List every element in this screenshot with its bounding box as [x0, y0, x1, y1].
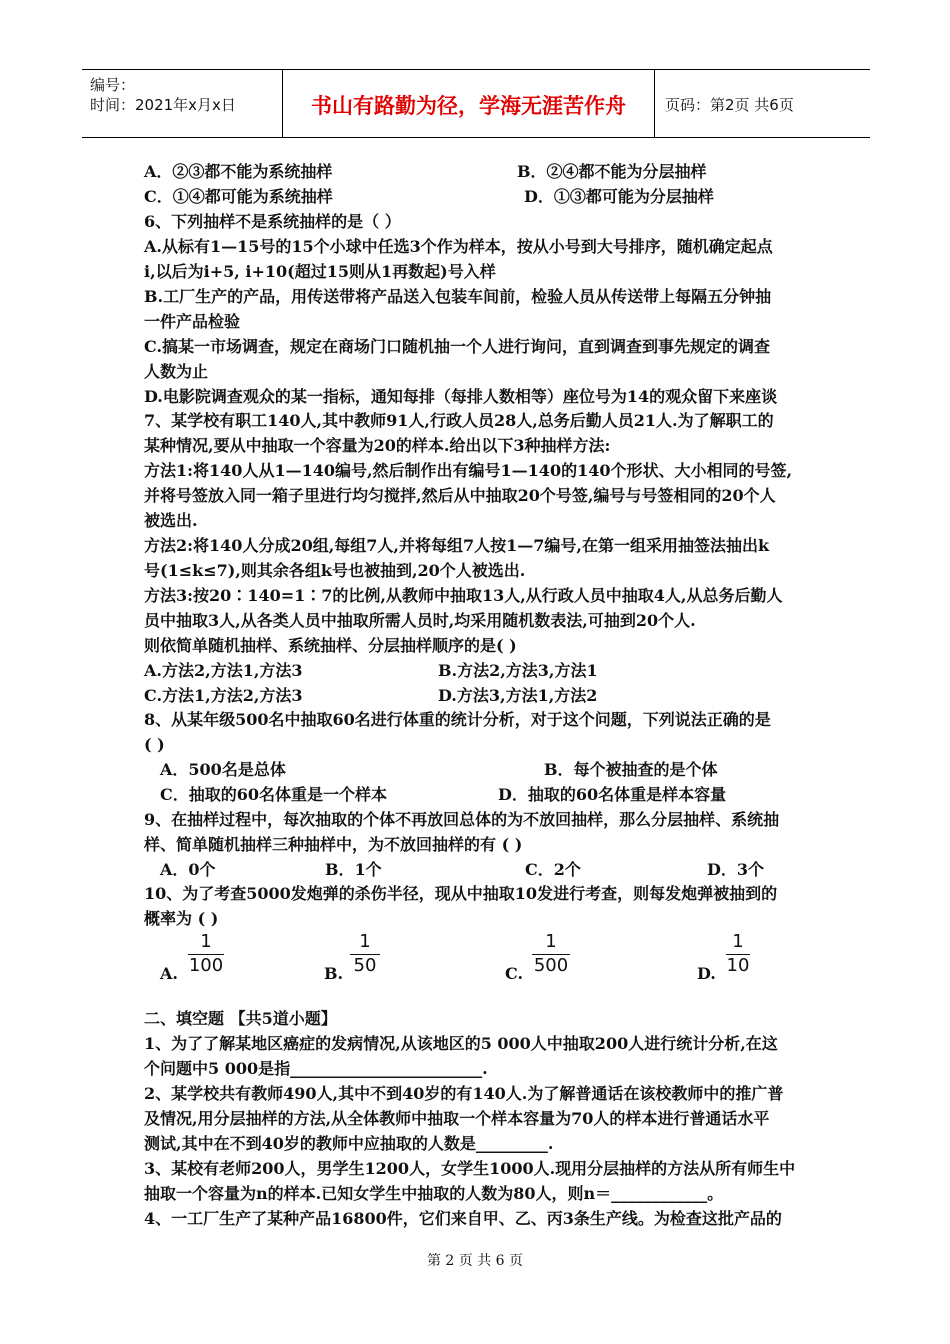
- q8-line1: 8、从某年级500名中抽取60名进行体重的统计分析，对于这个问题，下列说法正确的是: [144, 710, 771, 729]
- q10-option-d-fraction: [726, 932, 750, 976]
- header-page-cell: [655, 70, 870, 137]
- q6-option-c-line2: 人数为止: [144, 362, 209, 381]
- q6-option-a-line1: A.从标有1—15号的15个小球中任选3个作为样本，按从小号到大号排序，随机确定起点: [144, 237, 773, 256]
- q8-line2: ( ): [144, 735, 165, 754]
- q9-line1: 9、在抽样过程中，每次抽取的个体不再放回总体的为不放回抽样，那么分层抽样、系统抽: [144, 810, 780, 829]
- fill-q2-line2: 及情况,用分层抽样的方法,从全体教师中抽取一个样本容量为70人的样本进行普通话水平: [144, 1109, 770, 1128]
- q10-option-d-label: D.: [697, 964, 716, 983]
- header-meta-cell: [82, 70, 283, 137]
- fill-q4-line1: 4、一工厂生产了某种产品16800件，它们来自甲、乙、丙3条生产线。为检查这批产品的: [144, 1209, 782, 1228]
- q7-method1-line2: 并将号签放入同一箱子里进行均匀搅拌,然后从中抽取20个号签,编号与号签相同的20个人: [144, 486, 776, 505]
- q8-option-b: B．每个被抽查的是个体: [544, 760, 718, 779]
- fraction-denominator: 100: [188, 955, 224, 976]
- q8-option-a: A．500名是总体: [160, 760, 286, 779]
- q10-line1: 10、为了考查5000发炮弹的杀伤半径，现从中抽取10发进行考查，则每发炮弹被抽到的: [144, 884, 778, 903]
- fill-q2-line1: 2、某学校共有教师490人,其中不到40岁的有140人.为了解普通话在该校教师中的推广普: [144, 1084, 784, 1103]
- q9-line2: 样、简单随机抽样三种抽样中，为不放回抽样的有 ( ): [144, 835, 523, 854]
- q7-method2-line1: 方法2:将140人分成20组,每组7人,并将每组7人按1—7编号,在第一组采用抽签法抽出k: [144, 536, 770, 555]
- q10-option-a-label: A.: [160, 964, 178, 983]
- section-fill-title: 二、填空题 【共5道小题】: [144, 1009, 337, 1028]
- q6-option-b-line1: B.工厂生产的产品，用传送带将产品送入包装车间前，检验人员从传送带上每隔五分钟抽: [144, 287, 772, 306]
- q9-option-a: A．0个: [160, 860, 216, 879]
- q8-option-c: C．抽取的60名体重是一个样本: [160, 785, 388, 804]
- fill-q3-line1: 3、某校有老师200人，男学生1200人，女学生1000人.现用分层抽样的方法从所有师生中: [144, 1159, 796, 1178]
- q7-line1: 7、某学校有职工140人,其中教师91人,行政人员28人,总务后勤人员21人.为了解职工的: [144, 411, 774, 430]
- q5-option-d: D．①③都可能为分层抽样: [524, 187, 714, 206]
- header-motto-cell: [283, 70, 655, 137]
- page-number-label: 页码：第2页 共6页: [665, 96, 794, 114]
- fraction-denominator: 50: [353, 955, 377, 976]
- page-header: [82, 69, 870, 138]
- q7-option-c: C.方法1,方法2,方法3: [144, 686, 303, 705]
- fill-q1-line1: 1、为了了解某地区癌症的发病情况,从该地区的5 000人中抽取200人进行统计分析,在这: [144, 1034, 778, 1053]
- q7-option-b: B.方法2,方法3,方法1: [438, 661, 598, 680]
- fraction-denominator: 10: [726, 955, 750, 976]
- motto: 书山有路勤为径，学海无涯苦作舟: [311, 94, 626, 118]
- q9-option-b: B．1个: [325, 860, 382, 879]
- q5-option-c: C．①④都可能为系统抽样: [144, 187, 333, 206]
- q10-option-b-fraction: [350, 932, 380, 976]
- q7-option-a: A.方法2,方法1,方法3: [144, 661, 303, 680]
- fraction-denominator: 500: [533, 955, 569, 976]
- fraction-numerator: 1: [732, 931, 744, 952]
- q5-option-a: A．②③都不能为系统抽样: [144, 162, 333, 181]
- q10-option-a-fraction: [188, 932, 224, 976]
- fraction-numerator: 1: [359, 931, 371, 952]
- q10-option-c-fraction: [532, 932, 570, 976]
- q6-option-b-line2: 一件产品检验: [144, 312, 241, 331]
- q10-option-c-label: C.: [505, 964, 524, 983]
- q6-stem: 6、下列抽样不是系统抽样的是（ ）: [144, 212, 401, 231]
- q10-option-b-label: B.: [324, 964, 344, 983]
- fill-q1-line2: 个问题中5 000是指________________________.: [144, 1059, 488, 1078]
- q7-line2: 某种情况,要从中抽取一个容量为20的样本.给出以下3种抽样方法:: [144, 436, 611, 455]
- fill-q2-line3: 测试,其中在不到40岁的教师中应抽取的人数是_________.: [144, 1134, 554, 1153]
- q5-option-b: B．②④都不能为分层抽样: [517, 162, 707, 181]
- time-label: 时间：2021年x月x日: [90, 96, 236, 114]
- q7-method3-line2: 员中抽取3人,从各类人员中抽取所需人员时,均采用随机数表法,可抽到20个人.: [144, 611, 696, 630]
- fraction-numerator: 1: [200, 931, 212, 952]
- q9-option-c: C．2个: [525, 860, 581, 879]
- q10-line2: 概率为 ( ): [144, 909, 219, 928]
- q7-method1-line1: 方法1:将140人从1—140编号,然后制作出有编号1—140的140个形状、大小相同的号签,: [144, 461, 793, 480]
- fill-q3-line2: 抽取一个容量为n的样本.已知女学生中抽取的人数为80人，则n＝____________。: [144, 1184, 724, 1203]
- page-footer: 第 2 页 共 6 页: [426, 1253, 524, 1269]
- q7-method1-line3: 被选出.: [144, 511, 198, 530]
- q6-option-d: D.电影院调查观众的某一指标，通知每排（每排人数相等）座位号为14的观众留下来座谈: [144, 387, 778, 406]
- q8-option-d: D．抽取的60名体重是样本容量: [498, 785, 727, 804]
- q7-method3-line1: 方法3:按20∶140=1∶7的比例,从教师中抽取13人,从行政人员中抽取4人,从总务后勤人: [144, 586, 783, 605]
- q7-method2-line2: 号(1≤k≤7),则其余各组k号也被抽到,20个人被选出.: [144, 561, 526, 580]
- q6-option-c-line1: C.搞某一市场调查，规定在商场门口随机抽一个人进行询问，直到调查到事先规定的调查: [144, 337, 771, 356]
- q6-option-a-line2: i,以后为i+5, i+10(超过15则从1再数起)号入样: [144, 262, 496, 281]
- q7-ask: 则依简单随机抽样、系统抽样、分层抽样顺序的是( ): [144, 636, 517, 655]
- q9-option-d: D．3个: [707, 860, 765, 879]
- q7-option-d: D.方法3,方法1,方法2: [438, 686, 598, 705]
- serial-label: 编号：: [90, 76, 136, 94]
- fraction-numerator: 1: [545, 931, 557, 952]
